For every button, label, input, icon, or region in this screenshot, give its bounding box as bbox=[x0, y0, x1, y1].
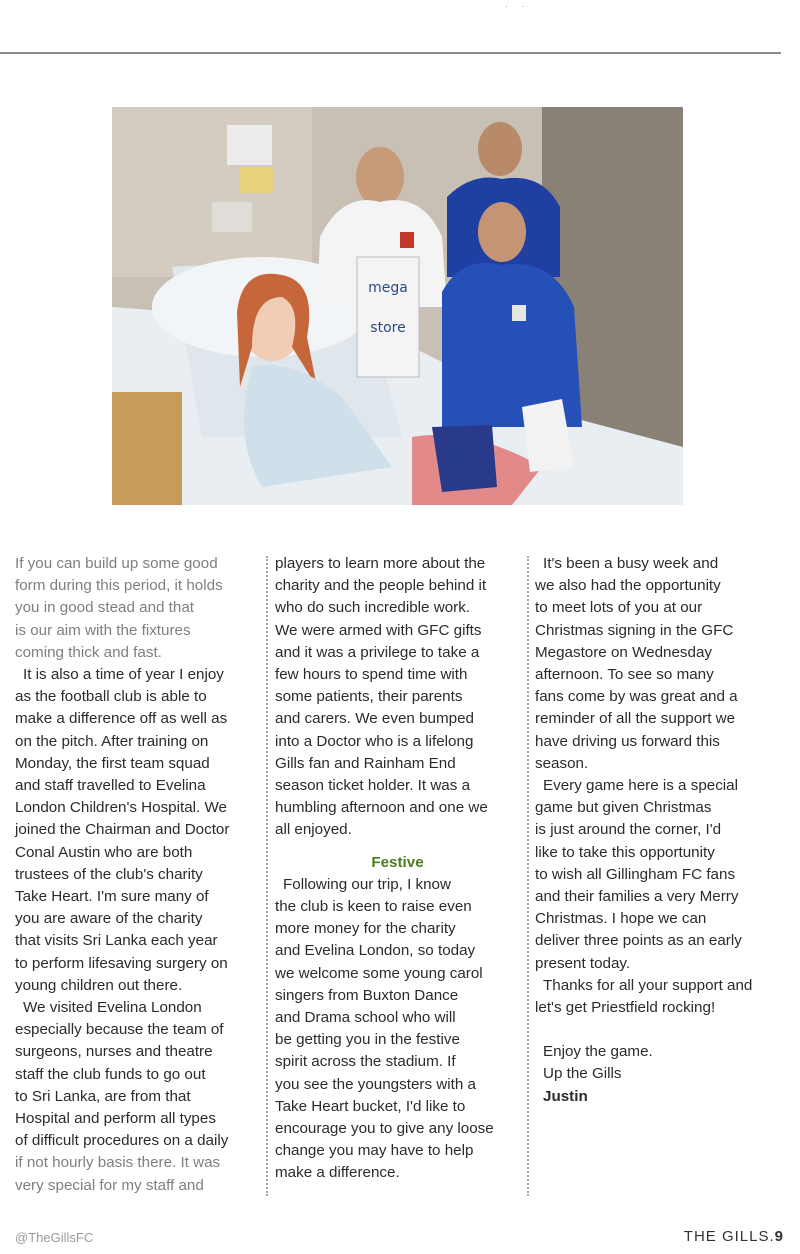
text-line: as the football club is able to bbox=[15, 688, 207, 706]
text-line: and it was a privilege to take a bbox=[275, 643, 480, 661]
text-line: and staff travelled to Evelina bbox=[15, 777, 206, 795]
article-column-1 bbox=[15, 553, 260, 1197]
text-line: more money for the charity bbox=[275, 920, 456, 938]
text-line: who do such incredible work. bbox=[275, 599, 471, 617]
hospital-visit-photo bbox=[112, 107, 683, 505]
text-line: Take Heart bucket, I'd like to bbox=[275, 1097, 466, 1115]
text-line: you are aware of the charity bbox=[15, 910, 203, 928]
bed-frame bbox=[112, 392, 182, 505]
signature: Justin bbox=[543, 1087, 588, 1105]
text-line: is our aim with the fixtures bbox=[15, 621, 191, 639]
text-line: Every game here is a special bbox=[543, 777, 738, 795]
text-line: change you may have to help bbox=[275, 1142, 474, 1160]
page-number: 9 bbox=[774, 1228, 784, 1245]
text-line: you see the youngsters with a bbox=[275, 1075, 476, 1093]
text-line: trustees of the club's charity bbox=[15, 865, 203, 883]
text-line: is just around the corner, I'd bbox=[535, 821, 722, 839]
text-line: Megastore on Wednesday bbox=[535, 643, 713, 661]
text-line: afternoon. To see so many bbox=[535, 666, 714, 684]
scan-marks: · · bbox=[505, 2, 531, 11]
text-line: spirit across the stadium. If bbox=[275, 1053, 456, 1071]
player1-face bbox=[356, 147, 404, 207]
text-line: If you can build up some good bbox=[15, 555, 218, 572]
closing-line: Up the Gills bbox=[543, 1065, 622, 1083]
text-line: to Sri Lanka, are from that bbox=[15, 1087, 191, 1105]
text-line: deliver three points as an early bbox=[535, 932, 742, 950]
text-line: It's been a busy week and bbox=[543, 555, 719, 572]
text-line: We visited Evelina London bbox=[23, 999, 202, 1017]
text-line: staff the club funds to go out bbox=[15, 1065, 206, 1083]
text-line: on the pitch. After training on bbox=[15, 732, 209, 750]
text-line: encourage you to give any loose bbox=[275, 1120, 494, 1138]
text-line: joined the Chairman and Doctor bbox=[15, 821, 230, 839]
article-column-2 bbox=[275, 553, 520, 1185]
text-line: few hours to spend time with bbox=[275, 666, 468, 684]
player3-face bbox=[478, 202, 526, 262]
text-line: make a difference off as well as bbox=[15, 710, 228, 728]
section-heading: Festive bbox=[371, 853, 424, 871]
text-line: Monday, the first team squad bbox=[15, 754, 210, 772]
text-line: all enjoyed. bbox=[275, 821, 352, 839]
text-line: and carers. We even bumped bbox=[275, 710, 474, 728]
text-line: season. bbox=[535, 754, 589, 772]
text-line: you in good stead and that bbox=[15, 599, 195, 617]
text-line: and Drama school who will bbox=[275, 1009, 456, 1027]
text-line: coming thick and fast. bbox=[15, 643, 162, 661]
svg-text:mega: mega bbox=[368, 280, 408, 296]
text-line: we welcome some young carol bbox=[275, 964, 483, 982]
text-line: fans come by was great and a bbox=[535, 688, 738, 706]
closing-line: Enjoy the game. bbox=[543, 1043, 653, 1061]
notice-paper bbox=[227, 125, 272, 165]
text-line: have driving us forward this bbox=[535, 732, 720, 750]
text-line: if not hourly basis there. It was bbox=[15, 1154, 221, 1172]
page-footer: THE GILLS.9 bbox=[683, 1228, 784, 1245]
text-line: We were armed with GFC gifts bbox=[275, 621, 482, 639]
text-line: some patients, their parents bbox=[275, 688, 463, 706]
text-line: especially because the team of bbox=[15, 1021, 224, 1039]
text-line: and their families a very Merry bbox=[535, 888, 739, 906]
text-line: that visits Sri Lanka each year bbox=[15, 932, 218, 950]
text-line: game but given Christmas bbox=[535, 799, 712, 817]
text-line: Thanks for all your support and bbox=[543, 976, 753, 994]
megastore-bag bbox=[357, 257, 419, 377]
text-line: the club is keen to raise even bbox=[275, 898, 472, 916]
text-line: Conal Austin who are both bbox=[15, 843, 193, 861]
top-rule bbox=[0, 52, 781, 54]
text-line: reminder of all the support we bbox=[535, 710, 736, 728]
text-line: very special for my staff and bbox=[15, 1176, 204, 1194]
text-line: young children out there. bbox=[15, 976, 183, 994]
column-divider-1 bbox=[266, 556, 268, 1196]
text-line: It is also a time of year I enjoy bbox=[23, 666, 224, 684]
player2-face bbox=[478, 122, 522, 176]
text-line: Christmas signing in the GFC bbox=[535, 621, 734, 639]
notice-yellow bbox=[240, 167, 274, 193]
article-column-3 bbox=[535, 553, 785, 1108]
text-line: we also had the opportunity bbox=[535, 577, 721, 595]
text-line: present today. bbox=[535, 954, 631, 972]
text-line: Following our trip, I know bbox=[283, 875, 451, 893]
column-divider-2 bbox=[527, 556, 529, 1196]
text-line: Gills fan and Rainham End bbox=[275, 754, 456, 772]
text-line: be getting you in the festive bbox=[275, 1031, 460, 1049]
text-line: surgeons, nurses and theatre bbox=[15, 1043, 213, 1061]
text-line: like to take this opportunity bbox=[535, 843, 715, 861]
text-line: of difficult procedures on a daily bbox=[15, 1132, 229, 1150]
text-line: form during this period, it holds bbox=[15, 577, 223, 595]
text-line: to meet lots of you at our bbox=[535, 599, 703, 617]
matchday-programme bbox=[432, 425, 497, 492]
text-line: Take Heart. I'm sure many of bbox=[15, 888, 209, 906]
text-line: players to learn more about the bbox=[275, 555, 486, 572]
text-line: make a difference. bbox=[275, 1164, 400, 1182]
text-line: into a Doctor who is a lifelong bbox=[275, 732, 474, 750]
text-line: charity and the people behind it bbox=[275, 577, 487, 595]
text-line: and Evelina London, so today bbox=[275, 942, 476, 960]
magazine-name: THE GILLS bbox=[683, 1228, 770, 1245]
text-line: Hospital and perform all types bbox=[15, 1110, 216, 1128]
text-line: singers from Buxton Dance bbox=[275, 986, 459, 1004]
text-line: humbling afternoon and one we bbox=[275, 799, 488, 817]
text-line: let's get Priestfield rocking! bbox=[535, 999, 716, 1017]
text-line: Christmas. I hope we can bbox=[535, 910, 707, 928]
text-line: London Children's Hospital. We bbox=[15, 799, 227, 817]
text-line: to perform lifesaving surgery on bbox=[15, 954, 228, 972]
text-line: to wish all Gillingham FC fans bbox=[535, 865, 736, 883]
svg-text:store: store bbox=[370, 320, 406, 336]
twitter-handle: @TheGillsFC bbox=[15, 1230, 94, 1245]
text-line: season ticket holder. It was a bbox=[275, 777, 471, 795]
